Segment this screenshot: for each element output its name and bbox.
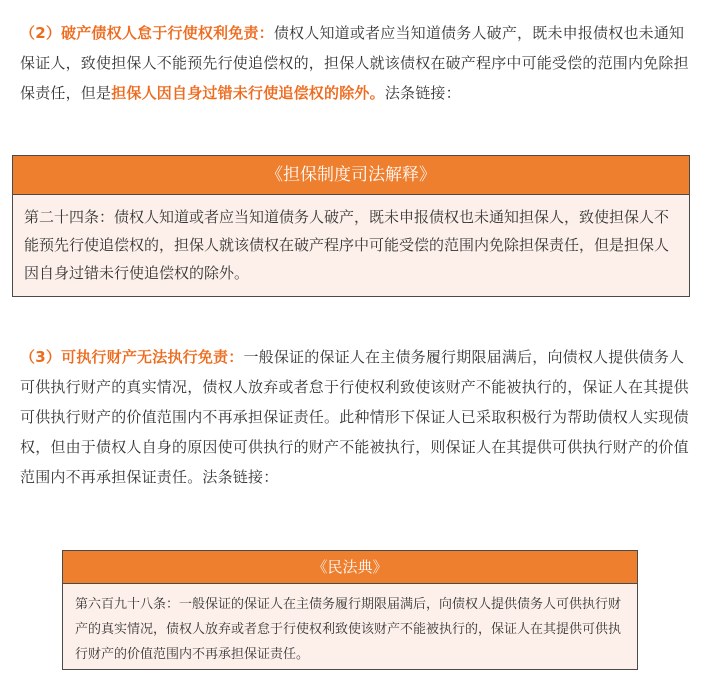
- section-2-highlight: 担保人因自身过错未行使追偿权的除外。: [111, 84, 385, 102]
- section-2-text: 债权人知道或者应当知道债务人破产，既未申报债权也未通知保证人，致使担保人不能预先行使追偿权的，担保人就该债权在破产程序中可能受偿的范围内免除担保责任，但是: [20, 24, 689, 102]
- law-quote-box-guarantee: [12, 155, 690, 297]
- section-2-label: （2）破产债权人怠于行使权利免责：: [20, 24, 274, 42]
- section-3-text: 一般保证的保证人在主债务履行期限届满后，向债权人提供债务人可供执行财产的真实情况，债权人放弃或者怠于行使权利致使该财产不能被执行的，保证人在其提供可供执行财产的价值范围内不再承担保证责任。此种情形下保证人已采取积极行为帮助债权人实现债权，但由于债权人自身的原因使可供执行的财产不能被执行，则保证人在其提供可供执行财产的价值范围内不再承担保证责任。法条链接：: [20, 348, 689, 486]
- section-2-link-text: 法条链接：: [384, 84, 461, 102]
- section-3-label: （3）可执行财产无法执行免责：: [20, 348, 244, 366]
- law-quote-title: 《担保制度司法解释》: [13, 156, 689, 195]
- law-quote-box-civil-code: [62, 550, 638, 670]
- section-3-paragraph: [20, 342, 692, 492]
- law-quote-body: 第六百九十八条：一般保证的保证人在主债务履行期限届满后，向债权人提供债务人可供执行财产的真实情况，债权人放弃或者怠于行使权利致使该财产不能被执行的，保证人在其提供可供执行财产的价值范围内不再承担保证责任。: [75, 597, 622, 662]
- section-2-paragraph: [20, 18, 692, 108]
- law-quote-body: 第二十四条：债权人知道或者应当知道债务人破产，既未申报债权也未通知担保人，致使担保人不能预先行使追偿权的，担保人就该债权在破产程序中可能受偿的范围内免除担保责任，但是担保人因自身过错未行使追偿权的除外。: [24, 208, 670, 282]
- law-quote-title: 《民法典》: [63, 551, 637, 584]
